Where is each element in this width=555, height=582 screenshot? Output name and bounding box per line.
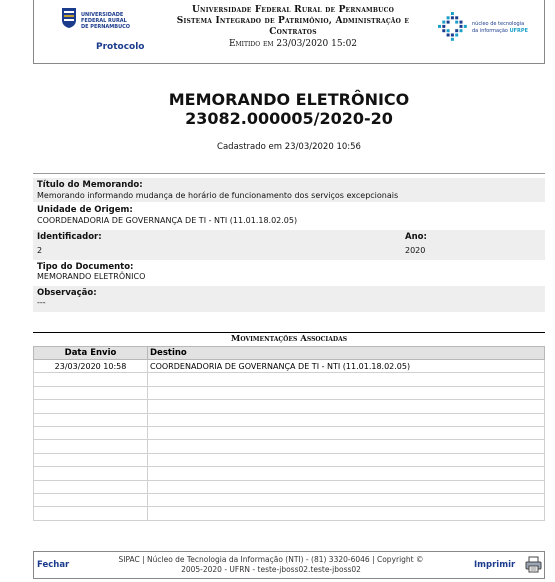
close-link[interactable]: Fechar [37,560,70,570]
titulo-row [33,178,545,202]
cell-data-envio [34,480,148,493]
print-link[interactable]: Imprimir [474,560,516,570]
cell-destino [148,413,545,426]
nti-logo-dot [442,29,445,32]
cell-destino [148,426,545,439]
table-row [34,467,545,480]
nti-logo-dot [451,38,454,41]
table-row [34,480,545,493]
cell-destino [148,453,545,466]
tipo-value: MEMORANDO ELETRÔNICO [37,272,146,281]
movements-table [33,346,545,521]
table-row [34,426,545,439]
observacao-row [33,286,545,312]
tipo-label: Tipo do Documento: [37,262,134,272]
system-name-cont: Contratos [269,27,317,37]
document-title: MEMORANDO ELETRÔNICO [168,90,410,109]
nti-logo-dot [451,12,454,15]
cell-destino [148,467,545,480]
nti-logo-dot [438,25,441,28]
cell-data-envio [34,440,148,453]
cell-destino [148,493,545,506]
unidade-label: Unidade de Origem: [37,205,133,215]
nti-logo-dot [455,21,458,24]
nti-logo-dot [455,16,458,19]
movements-section [33,332,545,521]
observacao-label: Observação: [37,288,97,298]
cell-data-envio [34,413,148,426]
nti-logo-dot [447,29,450,32]
nti-logo-dot [447,21,450,24]
table-row [34,373,545,386]
nti-logo-dot [442,25,445,28]
table-row [34,386,545,399]
identificador-row [33,230,545,260]
cell-destino [148,440,545,453]
observacao-value: --- [37,298,46,307]
ufrpe-shield-icon [61,7,77,29]
nti-logo-text: núcleo de tecnologia da informação UFRPE [472,21,528,34]
nti-logo-dot [451,16,454,19]
table-row [34,400,545,413]
memo-details [33,173,545,312]
cell-data-envio [34,453,148,466]
cell-data-envio [34,467,148,480]
nti-logo-dot [460,25,463,28]
report-header [33,0,545,64]
nti-logo-dot [455,29,458,32]
ufrpe-logo-text: UNIVERSIDADE FEDERAL RURAL DE PERNAMBUCO [81,12,131,30]
module-name: Protocolo [96,42,145,52]
cell-destino [148,480,545,493]
unidade-value: COORDENADORIA DE GOVERNANÇA DE TI - NTI (11.01.18.02.05) [37,216,298,225]
nti-logo-dot [460,29,463,32]
header-titles [152,5,434,50]
printer-icon[interactable] [525,556,542,573]
university-name: Universidade Federal Rural de Pernambuco [191,5,395,15]
table-row [34,507,545,520]
cell-data-envio [34,426,148,439]
emission-date: Emitido em 23/03/2020 15:02 [228,39,358,49]
identificador-value: 2 [37,246,43,255]
nti-logo-dot [460,21,463,24]
ano-value: 2020 [405,246,426,255]
cell-data-envio [34,386,148,399]
identificador-label: Identificador: [37,232,102,242]
cell-data-envio: 23/03/2020 10:58 [34,360,148,373]
nti-logo-dot [455,34,458,37]
cell-destino: COORDENADORIA DE GOVERNANÇA DE TI - NTI (11.01.18.02.05) [148,360,545,373]
nti-logo-dot [447,16,450,19]
system-name: Sistema Integrado de Patrimônio, Administração e [176,16,410,26]
ano-label: Ano: [405,232,427,242]
cell-destino [148,386,545,399]
ufrpe-logo [56,4,145,52]
titulo-label: Título do Memorando: [37,180,143,190]
cell-destino [148,373,545,386]
cell-data-envio [34,373,148,386]
table-row [34,413,545,426]
cell-data-envio [34,493,148,506]
cell-data-envio [34,507,148,520]
nti-logo-dot [442,21,445,24]
nti-logo [436,10,544,44]
copyright-text: SIPAC | Núcleo de Tecnologia da Informação (NTI) - (81) 3320-6046 | Copyright © 2005-2020 - UFRN - teste-jboss02.teste-jboss02 [118,555,424,574]
table-row [34,360,545,373]
nti-logo-dot [447,34,450,37]
nti-dots-icon [436,10,470,44]
cell-data-envio [34,400,148,413]
titulo-value: Memorando informando mudança de horário de funcionamento dos serviços excepcionais [37,191,399,200]
table-row [34,453,545,466]
registration-date: Cadastrado em 23/03/2020 10:56 [217,142,361,152]
tipo-row [33,260,545,286]
table-header-row [34,347,545,360]
column-header-data-envio: Data Envio [34,347,148,360]
nti-logo-dot [464,25,467,28]
document-number: 23082.000005/2020-20 [185,109,393,128]
movements-title: Movimentações Associadas [33,332,545,346]
column-header-destino: Destino [148,347,545,360]
table-row [34,440,545,453]
cell-destino [148,400,545,413]
page-footer [33,551,545,579]
cell-destino [148,507,545,520]
table-row [34,493,545,506]
nti-logo-dot [451,34,454,37]
unidade-row [33,202,545,230]
